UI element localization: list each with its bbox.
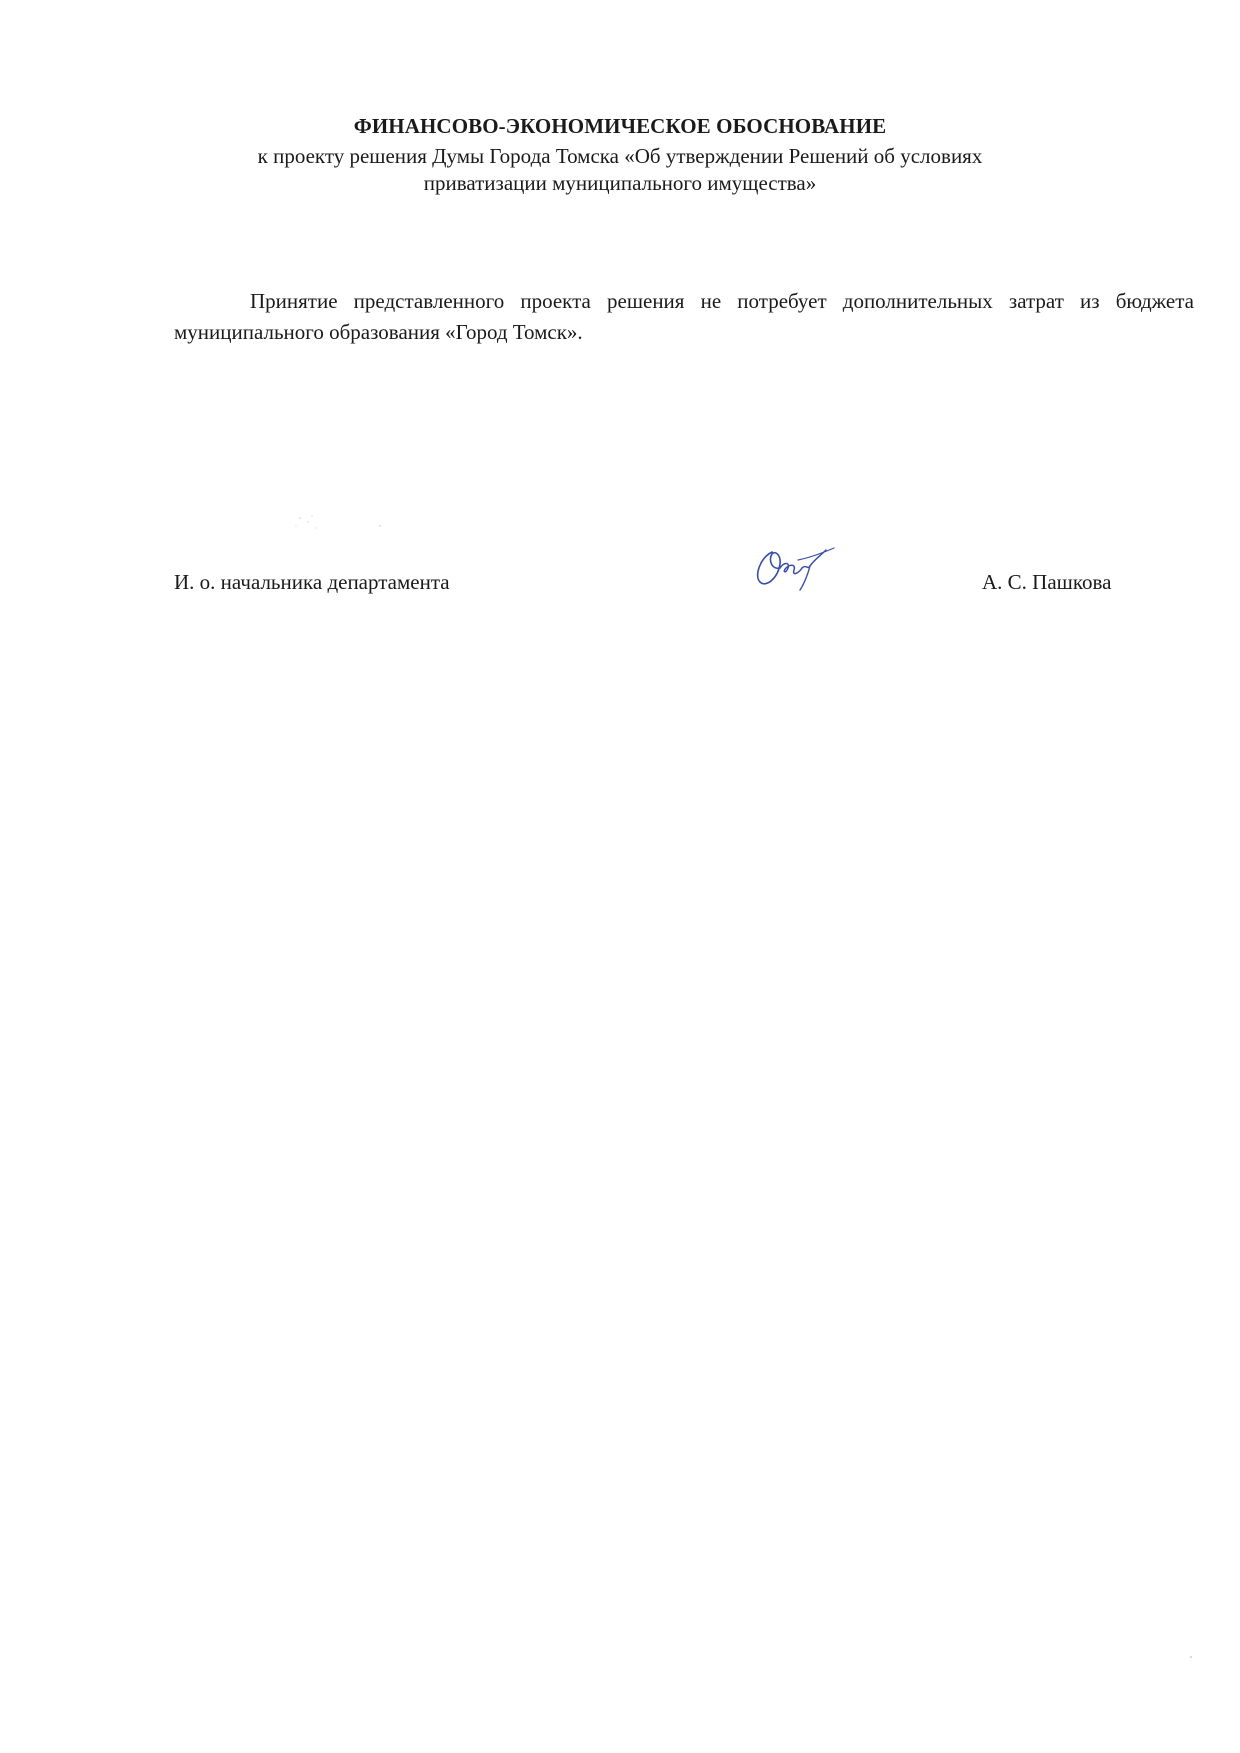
body-paragraph: Принятие представленного проекта решения не потребует дополнительных затрат из бюджета муниципального образования «Город Томск».	[174, 289, 1194, 344]
signatory-position: И. о. начальника департамента	[174, 570, 450, 594]
scan-specks	[270, 508, 390, 538]
document-subtitle	[220, 143, 1020, 197]
document-title: ФИНАНСОВО-ЭКОНОМИЧЕСКОЕ ОБОСНОВАНИЕ	[353, 114, 887, 138]
signatory-name: А. С. Пашкова	[982, 570, 1112, 594]
subtitle-line-2: приватизации муниципального имущества»	[423, 171, 817, 195]
subtitle-line-1: к проекту решения Думы Города Томска «Об утверждении Решений об условиях	[257, 144, 983, 168]
scan-speck	[1189, 1655, 1193, 1659]
handwritten-signature	[750, 540, 850, 596]
